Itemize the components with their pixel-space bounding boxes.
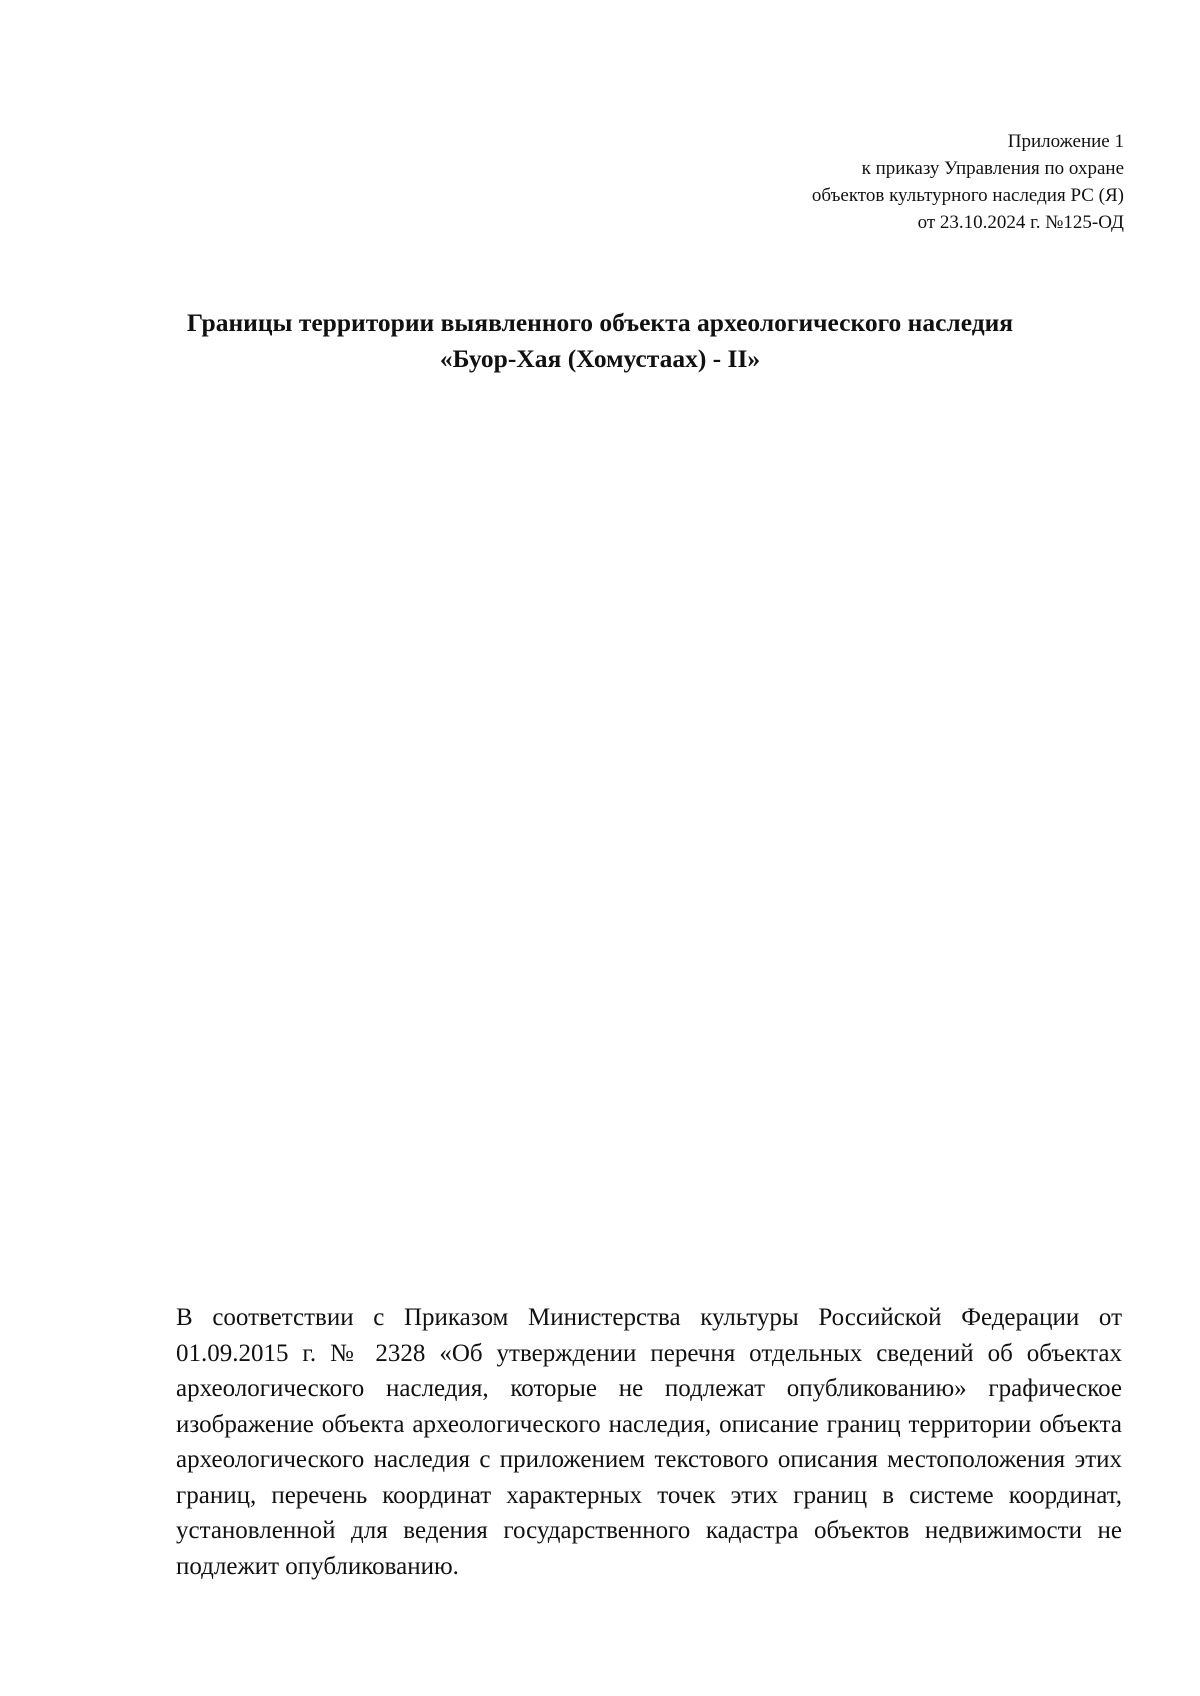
title-line-2: «Буор-Хая (Хомустаах) - II» <box>439 344 761 373</box>
appendix-line-authority: объектов культурного наследия РС (Я) <box>811 185 1124 206</box>
appendix-reference <box>624 128 1124 236</box>
document-title <box>120 305 1080 377</box>
body-paragraph: В соответствии с Приказом Министерства культуры Российской Федерации от 01.09.2015 г. № 2328 «Об утверждении перечня отдельных сведений об объектах археологического наследия, которые не подлежат опубликованию» графическое изображение объекта археологического наследия, описание границ территории объекта археологического наследия с приложением текстового описания местоположения этих границ, перечень координат характерных точек этих границ в системе координат, установленной для ведения государственного кадастра объектов недвижимости не подлежит опубликованию. <box>176 1304 1122 1580</box>
title-line-1: Границы территории выявленного объекта археологического наследия <box>186 308 1014 337</box>
appendix-line-order: к приказу Управления по охране <box>861 158 1124 179</box>
appendix-line-number: Приложение 1 <box>1007 131 1124 152</box>
appendix-line-date: от 23.10.2024 г. №125-ОД <box>917 212 1124 233</box>
